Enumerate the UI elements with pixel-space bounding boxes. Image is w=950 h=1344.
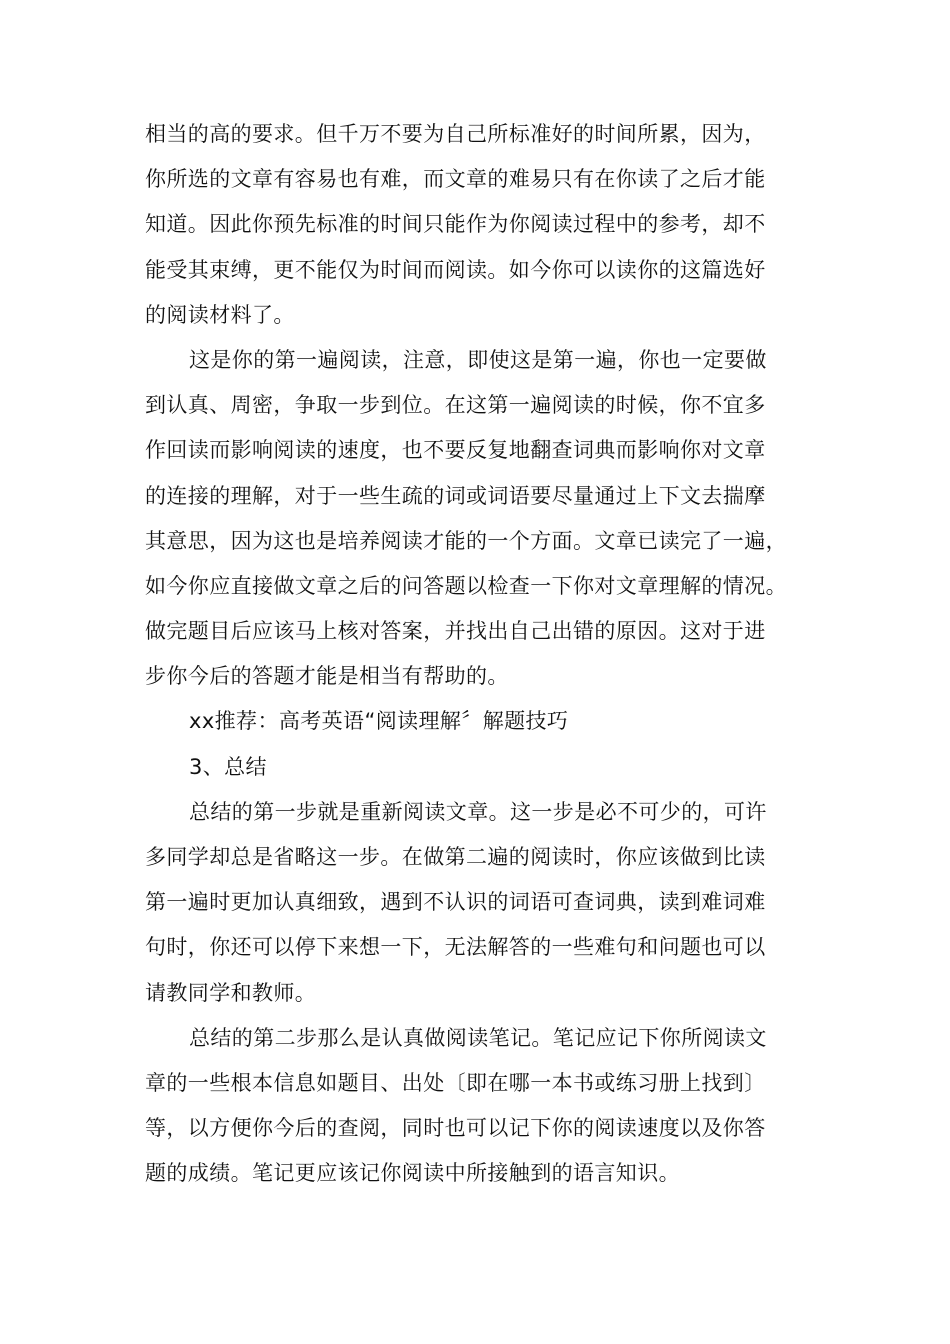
text-line: 章的一些根本信息如题目、出处〔即在哪一本书或练习册上找到〕 <box>145 1070 766 1095</box>
text-line: 其意思，因为这也是培养阅读才能的一个方面。文章已读完了一遍， <box>145 528 787 553</box>
text-line: 总结的第一步就是重新阅读文章。这一步是必不可少的，可许 <box>189 799 767 824</box>
text-line: 的连接的理解，对于一些生疏的词或词语要尽量通过上下文去揣摩 <box>145 483 766 508</box>
text-line: 的阅读材料了。 <box>145 302 295 327</box>
text-line: 知道。因此你预先标准的时间只能作为你阅读过程中的参考，却不 <box>145 212 766 237</box>
document-body <box>145 112 817 1197</box>
text-line: 这是你的第一遍阅读，注意，即使这是第一遍，你也一定要做 <box>189 347 767 372</box>
text-line: 你所选的文章有容易也有难，而文章的难易只有在你读了之后才能 <box>145 167 766 192</box>
text-line: 做完题目后应该马上核对答案，并找出自己出错的原因。这对于进 <box>145 619 766 644</box>
text-line: xx推荐：高考英语“阅读理解〞解题技巧 <box>189 709 569 734</box>
text-line: 请教同学和教师。 <box>145 980 317 1005</box>
text-line: 等，以方便你今后的查阅，同时也可以记下你的阅读速度以及你答 <box>145 1116 766 1141</box>
text-line: 3、总结 <box>189 754 267 779</box>
text-line: 作回读而影响阅读的速度，也不要反复地翻查词典而影响你对文章 <box>145 438 766 463</box>
text-line: 步你今后的答题才能是相当有帮助的。 <box>145 664 509 689</box>
text-line: 相当的高的要求。但千万不要为自己所标准好的时间所累，因为， <box>145 122 766 146</box>
text-line: 总结的第二步那么是认真做阅读笔记。笔记应记下你所阅读文 <box>189 1025 767 1050</box>
text-line: 多同学却总是省略这一步。在做第二遍的阅读时，你应该做到比读 <box>145 845 766 869</box>
text-line: 能受其束缚，更不能仅为时间而阅读。如今你可以读你的这篇选好 <box>145 257 766 282</box>
text-line: 第一遍时更加认真细致，遇到不认识的词语可查词典，读到难词难 <box>145 890 766 915</box>
text-line: 到认真、周密，争取一步到位。在这第一遍阅读的时候，你不宜多 <box>145 393 766 418</box>
text-line: 句时，你还可以停下来想一下，无法解答的一些难句和问题也可以 <box>145 935 766 960</box>
text-line: 题的成绩。笔记更应该记你阅读中所接触到的语言知识。 <box>145 1161 680 1186</box>
text-line: 如今你应直接做文章之后的问答题以检查一下你对文章理解的情况。 <box>145 573 787 598</box>
